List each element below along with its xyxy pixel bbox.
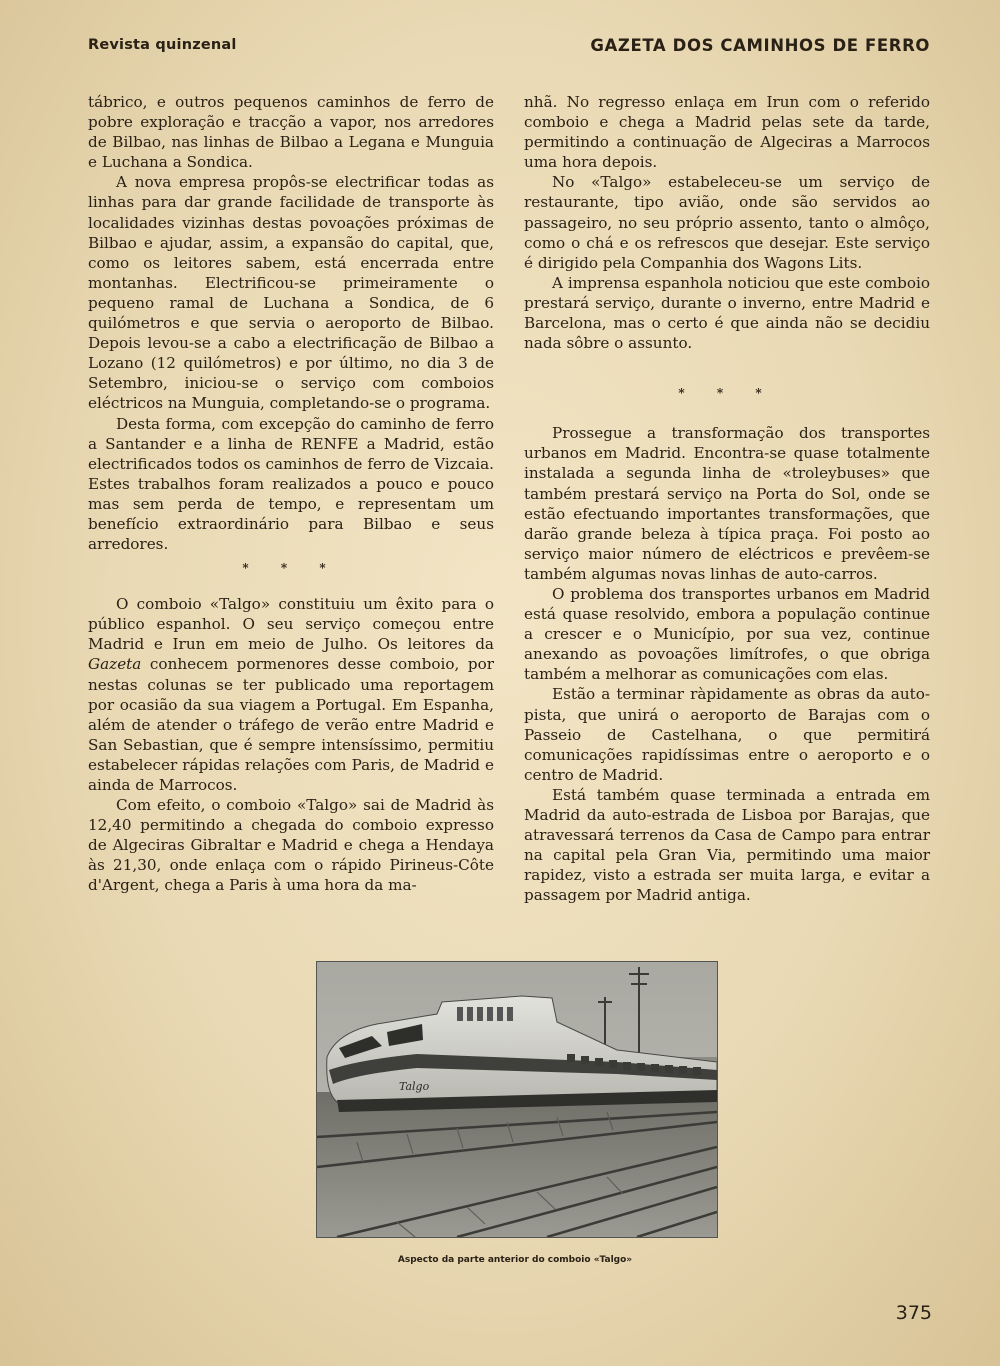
paragraph: Com efeito, o comboio «Talgo» sai de Madrid às 12,40 permitindo a chegada do comboio expresso de Algeciras Gibraltar e Madrid e chega a Hendaya às 21,30, onde enlaça com o rápido Pirineus-Côte d'Argent, chega a Paris à uma hora da ma- xyxy=(88,796,494,895)
header-publication-frequency: Revista quinzenal xyxy=(88,37,237,53)
right-column xyxy=(524,92,930,905)
left-column xyxy=(88,92,494,896)
paragraph: Desta forma, com excepção do caminho de ferro a Santander e a linha de RENFE a Madrid, estão electrificados todos os caminhos de ferro de Vizcaia. Estes trabalhos foram realizados a pouco e pouco mas sem perda de tempo, e representam um benefício extraordinário para Bilbao e seus arredores. xyxy=(88,414,494,554)
header-journal-title: GAZETA DOS CAMINHOS DE FERRO xyxy=(590,35,930,55)
paragraph: A nova empresa propôs-se electrificar todas as linhas para dar grande facilidade de transporte às localidades vizinhas destas povoações próximas de Bilbao e ajudar, assim, a expansão do capital, que, como os leitores sabem, está encerrada entre montanhas. Electrificou-se primeiramente o pequeno ramal de Luchana a Sondica, de 6 quilómetros e que servia o aeroporto de Bilbao. Depois levou-se a cabo a electrificação de Bilbao a Lozano (12 quilómetros) e por último, no dia 3 de Setembro, iniciou-se o serviço com comboios eléctricos na Munguia, completando-se o programa. xyxy=(88,173,494,413)
talgo-logo-lettering: Talgo xyxy=(399,1080,430,1093)
paragraph: tábrico, e outros pequenos caminhos de ferro de pobre exploração e tracção a vapor, nos arredores de Bilbao, nas linhas de Bilbao a Legana e Munguia e Luchana a Sondica. xyxy=(88,93,494,172)
paragraph: No «Talgo» estabeleceu-se um serviço de restaurante, tipo avião, onde são servidos ao passageiro, no seu próprio assento, tanto o almôço, como o chá e os refrescos que desejar. Este serviço é dirigido pela Companhia dos Wagons Lits. xyxy=(524,173,930,272)
paragraph: O problema dos transportes urbanos em Madrid está quase resolvido, embora a população continue a crescer e o Município, por sua vez, continue anexando as povoações limítrofes, o que obriga também a melhorar as comunicações com elas. xyxy=(524,584,930,684)
journal-name-italic: Gazeta xyxy=(88,655,142,674)
section-separator: * * * xyxy=(242,561,340,576)
running-header xyxy=(88,30,930,60)
talgo-train-photo xyxy=(316,961,718,1238)
page-number: 375 xyxy=(895,1302,932,1324)
paragraph: nhã. No regresso enlaça em Irun com o referido comboio e chega a Madrid pelas sete da tarde, permitindo a continuação de Algeciras a Marrocos uma hora depois. xyxy=(524,93,930,172)
paragraph: Estão a terminar ràpidamente as obras da auto-pista, que unirá o aeroporto de Barajas com o Passeio de Castelhana, o que permitirá comunicações rapidíssimas entre o aeroporto e o centro de Madrid. xyxy=(524,685,930,784)
paragraph: Prossegue a transformação dos transportes urbanos em Madrid. Encontra-se quase totalmente instalada a segunda linha de «troleybuses» que também prestará serviço na Porta do Sol, onde se estão efectuando importantes transformações, que darão grande beleza à típica praça. Foi posto ao serviço maior número de eléctricos e prevêem-se também algumas novas linhas de auto-carros. xyxy=(524,424,930,583)
paragraph: O comboio «Talgo» constituiu um êxito para o público espanhol. O seu serviço começou entre Madrid e Irun em meio de Julho. Os leitores da Gazeta conhecem pormenores desse comboio, por nestas colunas se ter publicado uma reportagem por ocasião da sua viagem a Portugal. Em Espanha, além de atender o tráfego de verão entre Madrid e San Sebastian, que é sempre intensíssimo, permitiu estabelecer rápidas relações com Paris, de Madrid e ainda de Marrocos. xyxy=(88,595,494,794)
paragraph: A imprensa espanhola noticiou que este comboio prestará serviço, durante o inverno, entre Madrid e Barcelona, mas o certo é que ainda não se decidiu nada sôbre o assunto. xyxy=(524,273,930,353)
train-photo-illustration xyxy=(317,962,717,1237)
photo-caption: Aspecto da parte anterior do comboio «Talgo» xyxy=(397,1255,633,1265)
paragraph: Está também quase terminada a entrada em Madrid da auto-estrada de Lisboa por Barajas, que atravessará terrenos da Casa de Campo para entrar na capital pela Gran Via, permitindo uma maior rapidez, visto a estrada ser muita larga, e evitar a passagem por Madrid antiga. xyxy=(524,785,930,905)
section-separator: * * * xyxy=(678,386,776,401)
